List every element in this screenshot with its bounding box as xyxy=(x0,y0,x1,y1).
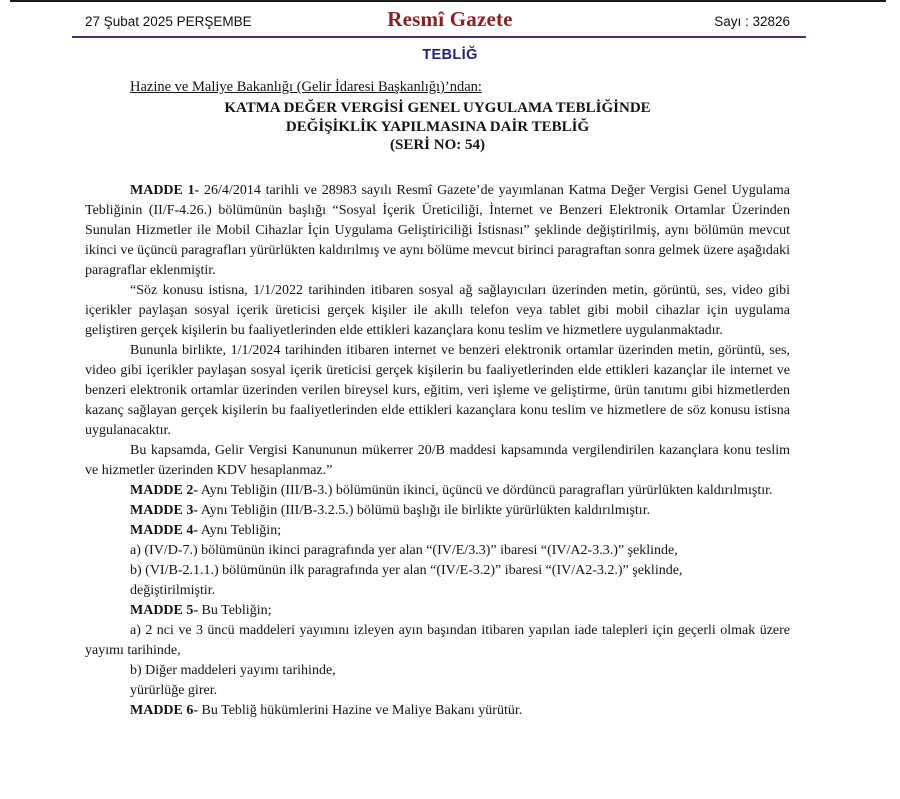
paragraph-madde-5-item-b: b) Diğer maddeleri yayımı tarihinde, xyxy=(130,662,336,678)
header-divider-rule xyxy=(72,36,806,38)
paragraph-madde-3 xyxy=(85,501,790,521)
paragraph-madde-1 xyxy=(85,181,790,281)
madde-5-text: Bu Tebliğin; xyxy=(201,602,272,618)
madde-2-text: Aynı Tebliğin (III/B-3.) bölümünün ikinci, üçüncü ve dördüncü paragrafları yürürlükten kaldırılmıştır. xyxy=(200,482,773,498)
paragraph-madde-5 xyxy=(85,601,790,621)
issuing-authority: Hazine ve Maliye Bakanlığı (Gelir İdaresi Başkanlığı)’ndan: xyxy=(130,79,482,95)
document-title xyxy=(85,99,790,155)
section-heading-teblig: TEBLİĞ xyxy=(422,47,478,63)
paragraph-madde-4-closing: değiştirilmiştir. xyxy=(130,582,216,598)
paragraph-madde-4-item-b: b) (VI/B-2.1.1.) bölümünün ilk paragrafında yer alan “(IV/E-3.2)” ibaresi “(IV/A2-3.2.)” şeklinde, xyxy=(130,562,683,578)
paragraph-madde-5-item-a: a) 2 nci ve 3 üncü maddeleri yayımını izleyen ayın başından itibaren yapılan iade talepleri için geçerli olmak üzere yayımı tarihinde, xyxy=(85,622,790,658)
paragraph-madde-6 xyxy=(85,701,790,721)
document-title-line-3: (SERİ NO: 54) xyxy=(389,137,485,153)
gazette-issue-number: Sayı : 32826 xyxy=(714,14,790,29)
madde-2-label: MADDE 2- xyxy=(130,482,199,498)
gazette-date: 27 Şubat 2025 PERŞEMBE xyxy=(85,14,252,29)
madde-5-label: MADDE 5- xyxy=(130,602,199,618)
paragraph-quote-1: “Söz konusu istisna, 1/1/2022 tarihinden itibaren sosyal ağ sağlayıcıları üzerinden metin, görüntü, ses, video gibi içerikler paylaşan sosyal içerik üreticisi gerçek kişiler ile akıllı telefon veya tablet gibi mobil cihazlar için uygulama geliştiren gerçek kişilerin bu faaliyetlerinden elde ettikleri kazançlara konu teslim ve hizmetlere uygulanmaktadır. xyxy=(85,282,790,338)
madde-3-text: Aynı Tebliğin (III/B-3.2.5.) bölümü başlığı ile birlikte yürürlükten kaldırılmıştır. xyxy=(200,502,651,518)
madde-6-text: Bu Tebliğ hükümlerini Hazine ve Maliye Bakanı yürütür. xyxy=(201,702,523,718)
paragraph-madde-4 xyxy=(85,521,790,541)
paragraph-madde-2 xyxy=(85,481,790,501)
paragraph-madde-4-item-a: a) (IV/D-7.) bölümünün ikinci paragrafında yer alan “(IV/E/3.3)” ibaresi “(IV/A2-3.3.)” şeklinde, xyxy=(130,542,678,558)
paragraph-quote-3: Bu kapsamda, Gelir Vergisi Kanununun mükerrer 20/B maddesi kapsamında vergilendirilen kazançlara konu teslim ve hizmetler üzerinden KDV hesaplanmaz.” xyxy=(85,442,790,478)
madde-6-label: MADDE 6- xyxy=(130,702,199,718)
gazette-header xyxy=(0,0,900,38)
madde-3-label: MADDE 3- xyxy=(130,502,199,518)
document-title-line-2: DEĞİŞİKLİK YAPILMASINA DAİR TEBLİĞ xyxy=(285,118,590,135)
document-title-line-1: KATMA DEĞER VERGİSİ GENEL UYGULAMA TEBLİĞİNDE xyxy=(224,100,651,116)
document-body xyxy=(85,79,790,721)
madde-1-text: 26/4/2014 tarihli ve 28983 sayılı Resmî Gazete’de yayımlanan Katma Değer Vergisi Genel Uygulama Tebliğinin (II/F-4.26.) bölümünün başlığı “Sosyal İçerik Üreticiliği, İnternet ve Benzeri Elektronik Ortamlar Üzerinden Sunulan Hizmetler ile Mobil Cihazlar İçin Uygulama Geliştiriciliği İstisnası” şeklinde değiştirilmiş, aynı bölümün mevcut ikinci ve üçüncü paragrafları yürürlükten kaldırılmış ve aynı bölüme mevcut birinci paragraftan sonra gelmek üzere aşağıdaki paragraflar eklenmiştir. xyxy=(85,182,791,278)
paragraph-madde-5-closing: yürürlüğe girer. xyxy=(130,682,218,698)
gazette-masthead: Resmî Gazete xyxy=(387,7,513,31)
madde-4-text: Aynı Tebliğin; xyxy=(200,522,282,538)
paragraph-quote-2: Bununla birlikte, 1/1/2024 tarihinden itibaren internet ve benzeri elektronik ortamlar üzerinden metin, görüntü, ses, video gibi içerikler paylaşan sosyal içerik üreticisi gerçek kişilerin bu faaliyetlerinden elde ettikleri kazançlar ile internet ve benzeri elektronik ortamlar üzerinden verilen bireysel kurs, eğitim, veri işleme ve geliştirme, ürün tanıtımı gibi hizmetlerden kazanç sağlayan gerçek kişilerin bu faaliyetlerinden elde ettikleri kazançlara konu teslim ve hizmetlere de söz konusu istisna uygulanacaktır. xyxy=(85,342,790,438)
madde-4-label: MADDE 4- xyxy=(130,522,199,538)
madde-1-label: MADDE 1- xyxy=(130,182,200,198)
